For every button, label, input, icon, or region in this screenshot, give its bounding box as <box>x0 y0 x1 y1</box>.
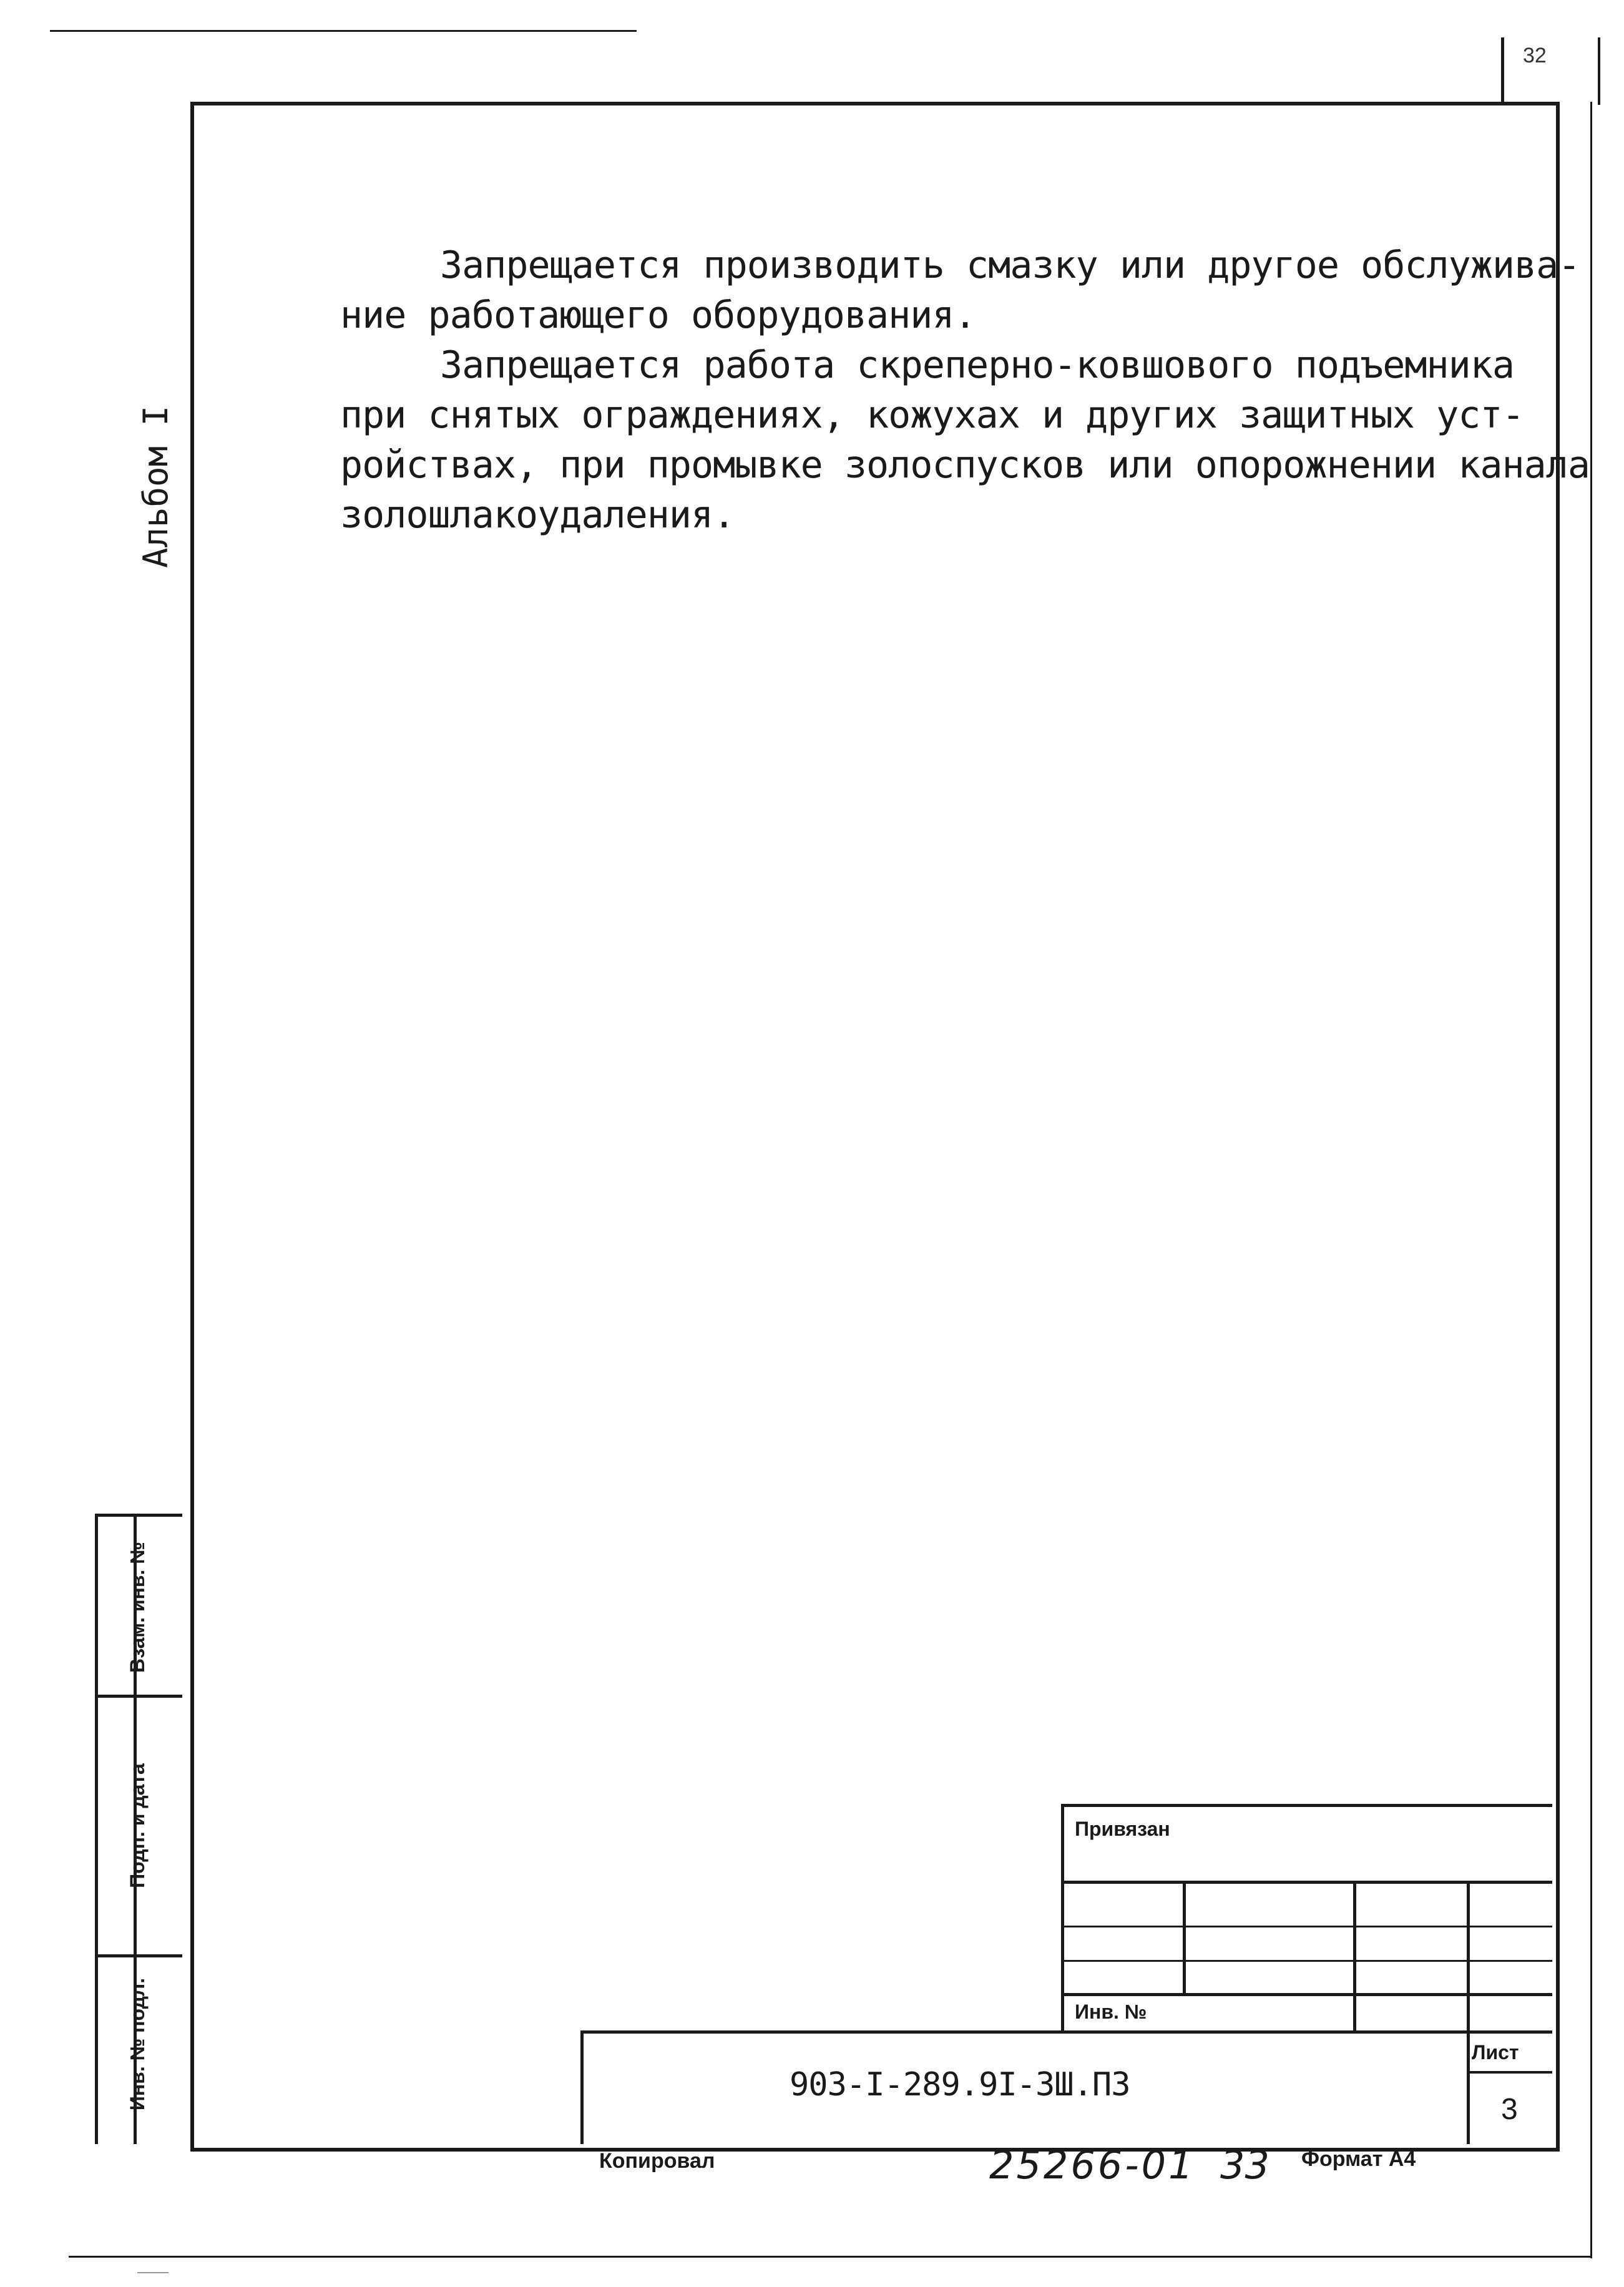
document-designation: 903-I-289.9I-ЗШ.ПЗ <box>790 2066 1130 2103</box>
corner-page-number: 32 <box>1523 44 1547 67</box>
sheet-number: 3 <box>1501 2093 1518 2126</box>
sheet-label: Лист <box>1472 2041 1519 2064</box>
tb-lower-left <box>580 2030 584 2144</box>
inv-no-label: Инв. № <box>1075 2001 1147 2023</box>
stamp-left-border <box>95 1514 98 2144</box>
stamp-vzam-inv: Взам. инв. № <box>126 1542 149 1673</box>
top-edge-line <box>50 30 637 32</box>
tb-row-3 <box>1061 1960 1552 1962</box>
scan-mark <box>137 2272 169 2273</box>
tb-sheet-divider <box>1467 2071 1552 2074</box>
stamp-row-divider-1 <box>95 1695 182 1698</box>
text-line: золошлакоудаления. <box>340 493 735 537</box>
text-line: Запрещается работа скреперно-ковшового подъемника <box>440 343 1515 387</box>
tb-sheet-col <box>1467 2030 1470 2144</box>
bottom-outer-line <box>69 2256 1592 2258</box>
stamp-podp-data: Подп. и дата <box>126 1763 149 1888</box>
tb-col-3 <box>1467 1881 1470 2032</box>
stamp-inv-podl: Инв. № подл. <box>126 1977 149 2111</box>
copied-label: Копировал <box>599 2149 715 2173</box>
tb-col-2 <box>1353 1881 1356 2032</box>
handwritten-number: 25266-01 <box>989 2142 1196 2188</box>
privyazan-label: Привязан <box>1075 1818 1170 1840</box>
tb-col-1 <box>1183 1881 1186 1996</box>
format-label: Формат А4 <box>1301 2147 1416 2171</box>
album-label: Альбом I <box>136 405 175 568</box>
text-line: Запрещается производить смазку или другое обслужива- <box>440 243 1580 287</box>
text-line: ние работающего оборудования. <box>340 293 976 337</box>
corner-number-box <box>1501 37 1600 105</box>
tb-lower-top <box>580 2030 1552 2034</box>
handwritten-page: 33 <box>1220 2142 1269 2188</box>
text-line: ройствах, при промывке золоспусков или опорожнении канала <box>340 443 1590 487</box>
tb-row-1 <box>1061 1881 1552 1884</box>
stamp-top-border <box>95 1514 182 1517</box>
tb-upper-left <box>1061 1804 1064 2032</box>
right-outer-line <box>1590 102 1592 2258</box>
tb-upper-top <box>1061 1804 1552 1807</box>
tb-row-4 <box>1061 1993 1552 1996</box>
body-text <box>340 240 1590 540</box>
text-line: при снятых ограждениях, кожухах и других защитных уст- <box>340 393 1524 437</box>
tb-row-2 <box>1061 1926 1552 1927</box>
